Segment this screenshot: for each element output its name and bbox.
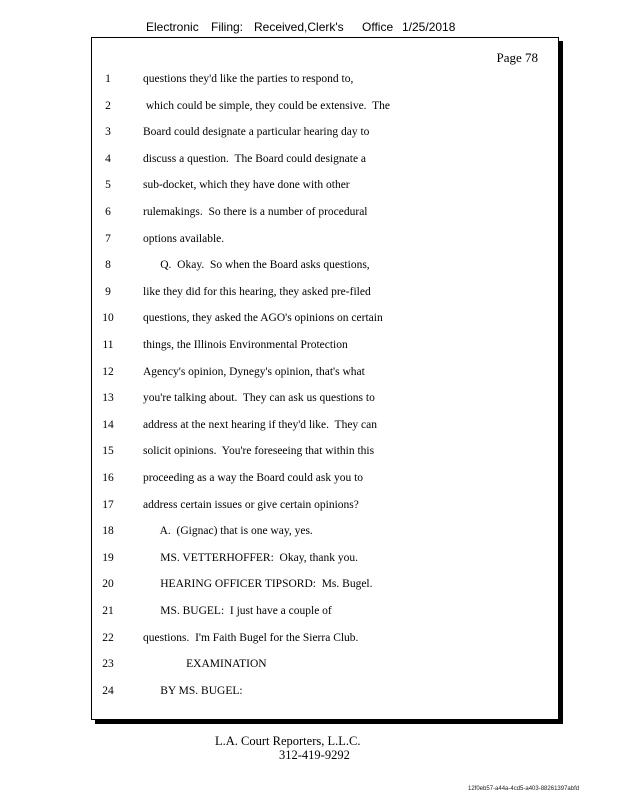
line-text: rulemakings. So there is a number of procedural — [143, 206, 368, 218]
line-number: 18 — [102, 525, 114, 537]
line-number: 7 — [105, 233, 111, 245]
line-text: Q. Okay. So when the Board asks questions, — [143, 259, 370, 271]
line-number: 14 — [102, 419, 114, 431]
page-number: Page 78 — [496, 50, 538, 65]
line-number: 19 — [102, 552, 114, 564]
line-number: 21 — [102, 605, 114, 617]
line-number: 23 — [102, 658, 114, 670]
reporter-phone: 312-419-9292 — [279, 748, 350, 762]
line-number: 22 — [102, 632, 114, 644]
line-number: 1 — [105, 73, 111, 85]
filing-stamp-word-filing: Filing: — [211, 20, 244, 34]
line-number: 2 — [105, 100, 111, 112]
filing-stamp-word-received: Received,Clerk's — [254, 20, 344, 34]
filing-stamp-word-electronic: Electronic — [146, 20, 199, 34]
line-text: EXAMINATION — [143, 658, 267, 670]
filing-stamp-date: 1/25/2018 — [402, 20, 456, 34]
line-number: 3 — [105, 126, 111, 138]
line-text: MS. VETTERHOFFER: Okay, thank you. — [143, 552, 358, 564]
line-text: MS. BUGEL: I just have a couple of — [143, 605, 332, 617]
line-text: solicit opinions. You're foreseeing that within this — [143, 445, 375, 457]
line-text: address certain issues or give certain opinions? — [143, 499, 359, 511]
line-text: BY MS. BUGEL: — [143, 685, 243, 697]
line-text: which could be simple, they could be extensive. The — [143, 100, 390, 112]
line-number: 12 — [102, 366, 114, 378]
line-number: 24 — [102, 685, 114, 697]
line-text: discuss a question. The Board could designate a — [143, 153, 367, 165]
line-text: proceeding as a way the Board could ask you to — [143, 472, 364, 484]
line-number: 10 — [102, 312, 114, 324]
line-number: 8 — [105, 259, 111, 271]
line-text: options available. — [143, 233, 225, 245]
line-number: 20 — [102, 578, 114, 590]
line-text: like they did for this hearing, they asked pre-filed — [143, 286, 371, 298]
line-number: 13 — [102, 392, 114, 404]
document-id: 12f0eb57-a44a-4cd5-a403-88261397abfd — [468, 786, 580, 792]
line-number: 6 — [105, 206, 111, 218]
line-number: 9 — [105, 286, 111, 298]
line-text: HEARING OFFICER TIPSORD: Ms. Bugel. — [143, 578, 373, 590]
filing-stamp — [0, 20, 618, 36]
line-text: sub-docket, which they have done with other — [143, 179, 350, 191]
transcript-page-frame — [91, 37, 559, 720]
line-text: Board could designate a particular hearing day to — [143, 126, 370, 138]
line-text: questions they'd like the parties to respond to, — [143, 73, 354, 85]
line-number: 4 — [105, 153, 111, 165]
line-number: 15 — [102, 445, 114, 457]
line-text: questions, they asked the AGO's opinions on certain — [143, 312, 383, 324]
line-number: 11 — [102, 339, 114, 351]
line-text: A. (Gignac) that is one way, yes. — [143, 525, 313, 537]
line-number: 17 — [102, 499, 114, 511]
line-number: 16 — [102, 472, 114, 484]
line-text: Agency's opinion, Dynegy's opinion, that's what — [143, 366, 365, 378]
line-text: you're talking about. They can ask us questions to — [143, 392, 375, 404]
line-text: address at the next hearing if they'd like. They can — [143, 419, 378, 431]
reporter-company: L.A. Court Reporters, L.L.C. — [215, 734, 361, 748]
line-text: things, the Illinois Environmental Protection — [143, 339, 348, 351]
filing-stamp-word-office: Office — [362, 20, 394, 34]
line-text: questions. I'm Faith Bugel for the Sierra Club. — [143, 632, 359, 644]
line-number: 5 — [105, 179, 111, 191]
